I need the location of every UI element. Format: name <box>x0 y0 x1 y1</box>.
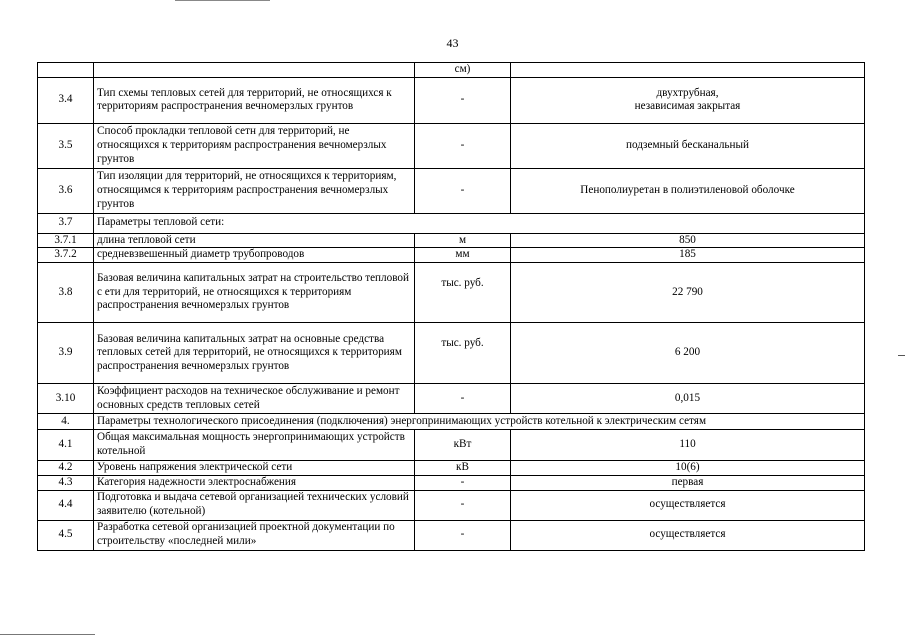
cell-unit: м <box>415 233 511 248</box>
cell-num: 4.1 <box>38 430 94 461</box>
cell-num: 4.5 <box>38 520 94 550</box>
table-row <box>38 248 865 263</box>
cell-name: длина тепловой сети <box>94 233 415 248</box>
cell-unit: кВт <box>415 430 511 461</box>
table-row <box>38 384 865 414</box>
cell-unit: - <box>415 384 511 414</box>
cell-unit: - <box>415 490 511 520</box>
cell-unit: - <box>415 520 511 550</box>
cell-name: Уровень напряжения электрической сети <box>94 461 415 476</box>
cell-name: Тип схемы тепловых сетей для территорий, не относящихся к территориям распространения вечномерзлых грунтов <box>94 77 415 123</box>
cell-num: 4.2 <box>38 461 94 476</box>
table-row <box>38 168 865 213</box>
cell-name: Разработка сетевой организацией проектной документации по строительству «последней мили» <box>94 520 415 550</box>
cell-value: Пенополиуретан в полиэтиленовой оболочке <box>511 168 865 213</box>
cell-name: средневзвешенный диаметр трубопроводов <box>94 248 415 263</box>
cell-num: 3.7 <box>38 213 94 233</box>
cell-name: Способ прокладки тепловой сетн для территорий, не относящихся к территориям распространения вечномерзлых грунтов <box>94 123 415 168</box>
cell-num: 3.9 <box>38 323 94 384</box>
cell-unit: тыс. руб. <box>415 263 511 323</box>
cell-unit: - <box>415 475 511 490</box>
cell-value: 110 <box>511 430 865 461</box>
table-row <box>38 475 865 490</box>
cell-num: 4.3 <box>38 475 94 490</box>
table-row <box>38 490 865 520</box>
cell-num: 3.4 <box>38 77 94 123</box>
cell-name: Коэффициент расходов на техническое обслуживание и ремонт основных средств тепловых сетей <box>94 384 415 414</box>
table-row-section <box>38 213 865 233</box>
cell-num <box>38 63 94 78</box>
cell-unit: тыс. руб. <box>415 323 511 384</box>
scan-edge-mark-bottom <box>0 634 95 635</box>
cell-unit: - <box>415 168 511 213</box>
scan-edge-mark-top <box>175 0 270 1</box>
cell-value: первая <box>511 475 865 490</box>
table-row <box>38 461 865 476</box>
cell-section-title: Параметры тепловой сети: <box>94 213 865 233</box>
cell-num: 3.8 <box>38 263 94 323</box>
page-number: 43 <box>446 36 459 50</box>
cell-value <box>511 63 865 78</box>
table-row-section <box>38 414 865 430</box>
cell-unit: - <box>415 123 511 168</box>
cell-num: 3.7.2 <box>38 248 94 263</box>
cell-name: Тип изоляции для территорий, не относящихся к территориям, относящимся к территориям распространения вечномерзлых грунтов <box>94 168 415 213</box>
cell-value: двухтрубная, независимая закрытая <box>511 77 865 123</box>
cell-num: 4. <box>38 414 94 430</box>
table-row <box>38 323 865 384</box>
cell-name: Базовая величина капитальных затрат на строительство тепловой с ети для территорий, не относящихся к территориям распространения вечномерзлых грунтов <box>94 263 415 323</box>
parameters-table <box>37 62 865 551</box>
cell-value: осуществляется <box>511 490 865 520</box>
cell-num: 3.6 <box>38 168 94 213</box>
cell-name: Базовая величина капитальных затрат на основные средства тепловых сетей для территорий, не относящихся к территориям распространения вечномерзлых грунтов <box>94 323 415 384</box>
cell-value: 185 <box>511 248 865 263</box>
cell-name: Категория надежности электроснабжения <box>94 475 415 490</box>
cell-section-title: Параметры технологического присоединения (подключения) энергопринимающих устройств котельной к электрическим сетям <box>94 414 865 430</box>
cell-num: 4.4 <box>38 490 94 520</box>
cell-unit: см) <box>415 63 511 78</box>
cell-num: 3.10 <box>38 384 94 414</box>
table-row <box>38 520 865 550</box>
cell-name <box>94 63 415 78</box>
table-row <box>38 263 865 323</box>
cell-unit: кВ <box>415 461 511 476</box>
table-row <box>38 77 865 123</box>
table-row-header-fragment <box>38 63 865 78</box>
cell-value: осуществляется <box>511 520 865 550</box>
cell-name: Подготовка и выдача сетевой организацией технических условий заявителю (котельной) <box>94 490 415 520</box>
cell-value: 6 200 <box>511 323 865 384</box>
cell-value: 10(6) <box>511 461 865 476</box>
table-row <box>38 123 865 168</box>
cell-value: 0,015 <box>511 384 865 414</box>
cell-unit: мм <box>415 248 511 263</box>
cell-value: 22 790 <box>511 263 865 323</box>
cell-value: 850 <box>511 233 865 248</box>
table-row <box>38 430 865 461</box>
table-row <box>38 233 865 248</box>
cell-name: Общая максимальная мощность энергопринимающих устройств котельной <box>94 430 415 461</box>
cell-unit: - <box>415 77 511 123</box>
scan-edge-mark-right <box>898 355 905 356</box>
cell-num: 3.7.1 <box>38 233 94 248</box>
cell-num: 3.5 <box>38 123 94 168</box>
cell-value: подземный бесканальный <box>511 123 865 168</box>
